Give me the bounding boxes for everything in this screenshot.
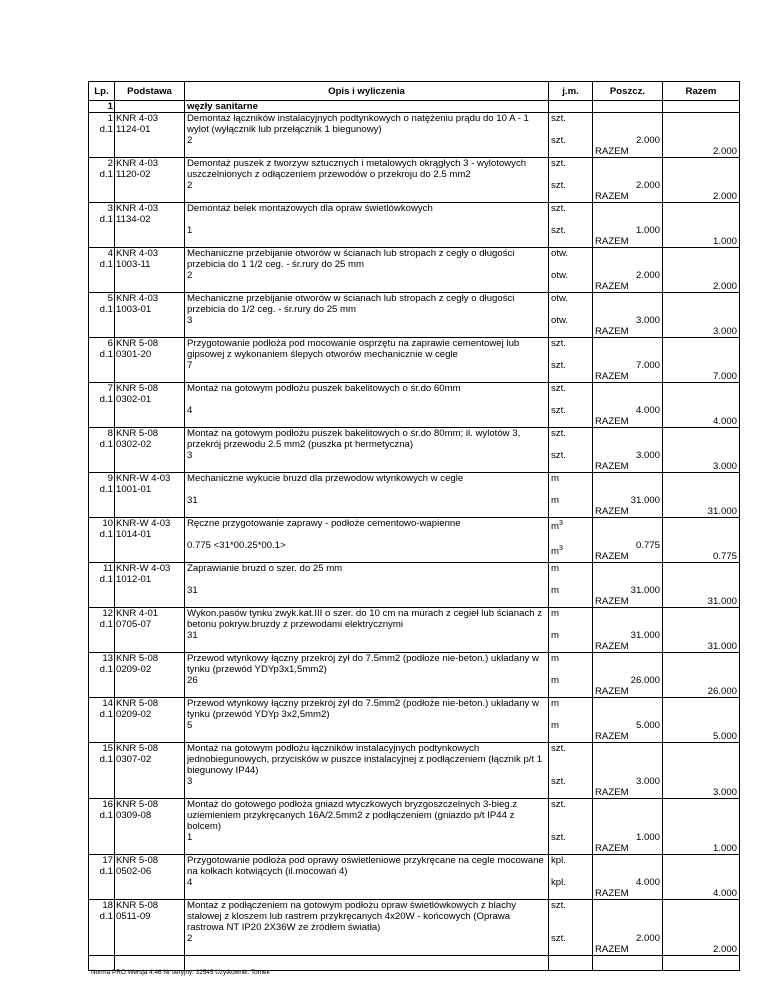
razem-value: 2.000	[712, 281, 737, 292]
position-razem	[663, 338, 740, 383]
calculation-text: 4	[187, 405, 193, 416]
section-base	[115, 101, 185, 113]
position-unit	[549, 608, 593, 653]
unit-calc: m	[551, 585, 559, 596]
position-razem	[663, 743, 740, 799]
unit-header: szt.	[551, 743, 566, 754]
position-poszcz	[593, 248, 663, 293]
unit-calc: otw.	[551, 315, 569, 326]
unit-calc: m	[551, 675, 559, 686]
section-title: węzły sanitarne	[185, 101, 549, 113]
position-razem	[663, 428, 740, 473]
position-lp: 7 d.1	[89, 383, 115, 428]
position-row	[89, 113, 740, 158]
position-basis: KNR 4-01 0705-07	[115, 608, 185, 653]
razem-label: RAZEM	[595, 506, 629, 517]
position-razem	[663, 698, 740, 743]
unit-calc: szt.	[551, 135, 566, 146]
description-text: Mechaniczne przebijanie otworów w ścianach lub stropach z cegły o długości przebicia do 1/2 ceg. - śr.rury do 25 mm	[187, 293, 515, 315]
position-row	[89, 338, 740, 383]
position-row	[89, 158, 740, 203]
position-poszcz	[593, 158, 663, 203]
cost-estimate-table-wrapper	[88, 81, 739, 971]
position-razem	[663, 473, 740, 518]
description-text: Wykon.pasów tynku zwyk.kat.III o szer. do 10 cm na murach z cegieł lub ścianach z betonu pokryw.bruzdy z przewodami elektrycznymi	[187, 608, 543, 630]
calculation-text: 1	[187, 832, 193, 843]
unit-calc: szt.	[551, 933, 566, 944]
unit-header: otw.	[551, 293, 569, 304]
description-text: Montaż z podłączeniem na gotowym podłożu opraw świetlówkowych z blachy stalowej z kloszem lub rastrem przykręcanych 4x20W - końcowych (Oprawa rastrowa NT IP20 2X36W ze źródłem światła)	[187, 900, 517, 933]
description-text: Montaż na gotowym podłożu łączników instalacyjnych podtynkowych jednobiegunowych, przycisków w puszce instalacyjnej z podłączeniem (łącznik p/t 1 biegunowy IP44)	[187, 743, 543, 776]
position-unit	[549, 248, 593, 293]
description-text: Mechaniczne przebijanie otworów w ścianach lub stropach z cegły o długości przebicia do 1 1/2 ceg. - śr.rury do 25 mm	[187, 248, 515, 270]
position-lp: 15 d.1	[89, 743, 115, 799]
razem-value: 31.000	[707, 506, 737, 517]
description-text: Montaż na gotowym podłożu puszek bakelitowych o śr.do 80mm; il. wylotów 3, przekrój przewodu 2.5 mm2 (puszka pt hermetyczna)	[187, 428, 521, 450]
poszcz-value: 3.000	[635, 776, 660, 787]
position-poszcz	[593, 428, 663, 473]
calculation-text: 3	[187, 315, 193, 326]
poszcz-value: 0.775	[635, 540, 660, 551]
header-podstawa: Podstawa	[115, 82, 185, 101]
razem-label: RAZEM	[595, 281, 629, 292]
razem-value: 1.000	[712, 236, 737, 247]
position-description	[185, 799, 549, 855]
razem-value: 4.000	[712, 888, 737, 899]
unit-header: m	[551, 473, 559, 484]
unit-calc: m	[551, 495, 559, 506]
calculation-text: 2	[187, 135, 193, 146]
razem-value: 31.000	[707, 641, 737, 652]
footer-note: Norma PRO Wersja 4.46 Nr seryjny: 32545 Użytkownik: Tomek	[91, 969, 270, 976]
position-row	[89, 203, 740, 248]
position-row	[89, 855, 740, 900]
position-lp: 12 d.1	[89, 608, 115, 653]
razem-label: RAZEM	[595, 461, 629, 472]
position-row	[89, 428, 740, 473]
position-basis: KNR-W 4-03 1014-01	[115, 518, 185, 563]
calculation-text: 31	[187, 585, 198, 596]
unit-calc: m	[551, 630, 559, 641]
calculation-text: 2	[187, 180, 193, 191]
position-poszcz	[593, 698, 663, 743]
razem-label: RAZEM	[595, 944, 629, 955]
unit-header: szt.	[551, 158, 566, 169]
position-poszcz	[593, 383, 663, 428]
razem-value: 2.000	[712, 944, 737, 955]
calculation-text: 5	[187, 720, 193, 731]
razem-value: 2.000	[712, 191, 737, 202]
position-poszcz	[593, 338, 663, 383]
position-description	[185, 563, 549, 608]
position-row	[89, 293, 740, 338]
razem-value: 31.000	[707, 596, 737, 607]
poszcz-value: 4.000	[635, 405, 660, 416]
position-basis: KNR 5-08 0511-09	[115, 900, 185, 956]
position-description	[185, 743, 549, 799]
position-unit	[549, 113, 593, 158]
header-opis: Opis i wyliczenia	[185, 82, 549, 101]
position-poszcz	[593, 563, 663, 608]
position-razem	[663, 518, 740, 563]
position-lp: 4 d.1	[89, 248, 115, 293]
position-row	[89, 518, 740, 563]
header-poszcz: Poszcz.	[593, 82, 663, 101]
position-description	[185, 698, 549, 743]
position-row	[89, 653, 740, 698]
unit-calc: szt.	[551, 405, 566, 416]
position-poszcz	[593, 855, 663, 900]
unit-header: szt.	[551, 900, 566, 911]
position-poszcz	[593, 473, 663, 518]
section-lp: 1	[89, 101, 115, 113]
unit-header: szt.	[551, 203, 566, 214]
position-unit	[549, 293, 593, 338]
unit-calc: szt.	[551, 225, 566, 236]
position-unit	[549, 338, 593, 383]
razem-value: 0.775	[712, 551, 737, 562]
poszcz-value: 31.000	[630, 585, 660, 596]
position-row	[89, 743, 740, 799]
calculation-text: 31	[187, 495, 198, 506]
calculation-text: 3	[187, 776, 193, 787]
calculation-text: 1	[187, 225, 193, 236]
unit-calc: szt.	[551, 776, 566, 787]
cost-estimate-table	[88, 81, 740, 971]
unit-header: m	[551, 608, 559, 619]
position-lp: 1 d.1	[89, 113, 115, 158]
position-row	[89, 608, 740, 653]
position-razem	[663, 855, 740, 900]
description-text: Przewod wtynkowy łączny przekrój żył do 7.5mm2 (podłoże nie-beton.) układany w tynku (przewód YDYp 3x2,5mm2)	[187, 698, 539, 720]
position-description	[185, 293, 549, 338]
position-poszcz	[593, 799, 663, 855]
position-razem	[663, 293, 740, 338]
position-poszcz	[593, 203, 663, 248]
razem-label: RAZEM	[595, 787, 629, 798]
position-row	[89, 473, 740, 518]
position-unit	[549, 799, 593, 855]
position-lp: 17 d.1	[89, 855, 115, 900]
position-unit	[549, 900, 593, 956]
position-basis: KNR-W 4-03 1012-01	[115, 563, 185, 608]
position-basis: KNR 4-03 1124-01	[115, 113, 185, 158]
calculation-text: 4	[187, 877, 193, 888]
razem-value: 5.000	[712, 731, 737, 742]
razem-value: 26.000	[707, 686, 737, 697]
position-lp: 8 d.1	[89, 428, 115, 473]
calculation-text: 31	[187, 630, 198, 641]
poszcz-value: 31.000	[630, 495, 660, 506]
unit-calc: szt.	[551, 180, 566, 191]
position-lp: 9 d.1	[89, 473, 115, 518]
position-description	[185, 855, 549, 900]
position-razem	[663, 900, 740, 956]
description-text: Montaż do gotowego podłoża gniazd wtyczkowych bryzgoszczelnych 3-bieg.z uziemieniem przykręcanych 16A/2.5mm2 z podłączeniem (gniazdo p/t IP44 z bolcem)	[187, 799, 518, 832]
position-row	[89, 799, 740, 855]
poszcz-value: 3.000	[635, 450, 660, 461]
position-description	[185, 473, 549, 518]
position-unit	[549, 383, 593, 428]
position-lp: 10 d.1	[89, 518, 115, 563]
unit-header: kpl.	[551, 855, 566, 866]
razem-label: RAZEM	[595, 416, 629, 427]
position-row	[89, 698, 740, 743]
position-unit	[549, 428, 593, 473]
razem-label: RAZEM	[595, 146, 629, 157]
position-lp: 14 d.1	[89, 698, 115, 743]
position-lp: 5 d.1	[89, 293, 115, 338]
razem-label: RAZEM	[595, 888, 629, 899]
position-unit	[549, 743, 593, 799]
position-description	[185, 338, 549, 383]
description-text: Ręczne przygotowanie zaprawy - podłoże cementowo-wapienne	[187, 518, 461, 529]
position-description	[185, 428, 549, 473]
razem-label: RAZEM	[595, 191, 629, 202]
position-description	[185, 653, 549, 698]
position-lp: 13 d.1	[89, 653, 115, 698]
position-basis: KNR 5-08 0302-01	[115, 383, 185, 428]
position-razem	[663, 158, 740, 203]
position-unit	[549, 473, 593, 518]
unit-header: szt.	[551, 799, 566, 810]
unit-calc: szt.	[551, 832, 566, 843]
razem-label: RAZEM	[595, 843, 629, 854]
position-description	[185, 518, 549, 563]
position-razem	[663, 563, 740, 608]
description-text: Demontaż łączników instalacyjnych podtynkowych o natężeniu prądu do 10 A - 1 wylot (wyłącznik lub przełącznik 1 biegunowy)	[187, 113, 529, 135]
razem-label: RAZEM	[595, 596, 629, 607]
position-unit	[549, 158, 593, 203]
razem-label: RAZEM	[595, 641, 629, 652]
header-razem: Razem	[663, 82, 740, 101]
calculation-text: 26	[187, 675, 198, 686]
position-description	[185, 203, 549, 248]
razem-value: 2.000	[712, 146, 737, 157]
unit-calc: szt.	[551, 450, 566, 461]
poszcz-value: 5.000	[635, 720, 660, 731]
position-poszcz	[593, 743, 663, 799]
razem-value: 3.000	[712, 787, 737, 798]
description-text: Montaż na gotowym podłożu puszek bakelitowych o śr.do 60mm	[187, 383, 461, 394]
razem-label: RAZEM	[595, 686, 629, 697]
position-razem	[663, 113, 740, 158]
position-poszcz	[593, 653, 663, 698]
position-razem	[663, 203, 740, 248]
unit-header: otw.	[551, 248, 569, 259]
position-poszcz	[593, 900, 663, 956]
razem-label: RAZEM	[595, 326, 629, 337]
description-text: Przygotowanie podłoża pod mocowanie osprzętu na zaprawie cementowej lub gipsowej z wykonaniem ślepych otworów mechanicznie w cegle	[187, 338, 520, 360]
position-unit	[549, 203, 593, 248]
unit-calc: szt.	[551, 360, 566, 371]
position-unit	[549, 698, 593, 743]
razem-label: RAZEM	[595, 551, 629, 562]
position-razem	[663, 383, 740, 428]
poszcz-value: 2.000	[635, 270, 660, 281]
razem-label: RAZEM	[595, 236, 629, 247]
position-poszcz	[593, 608, 663, 653]
position-description	[185, 383, 549, 428]
position-row	[89, 900, 740, 956]
razem-label: RAZEM	[595, 371, 629, 382]
unit-header: szt.	[551, 428, 566, 439]
razem-value: 3.000	[712, 461, 737, 472]
header-lp: Lp.	[89, 82, 115, 101]
unit-header: szt.	[551, 383, 566, 394]
razem-value: 7.000	[712, 371, 737, 382]
position-unit	[549, 518, 593, 563]
razem-label: RAZEM	[595, 731, 629, 742]
position-description	[185, 158, 549, 203]
poszcz-value: 4.000	[635, 877, 660, 888]
calculation-text: 2	[187, 270, 193, 281]
calculation-text: 2	[187, 933, 193, 944]
position-row	[89, 383, 740, 428]
unit-header: szt.	[551, 338, 566, 349]
description-text: Demontaż belek montażowych dla opraw świetlówkowych	[187, 203, 433, 214]
position-poszcz	[593, 518, 663, 563]
position-basis: KNR 4-03 1120-02	[115, 158, 185, 203]
unit-header: $m^3$	[551, 520, 563, 533]
unit-calc: $m^3$	[551, 545, 563, 558]
description-text: Przygotowanie podłoża pod oprawy oświetleniowe przykręcane na cegle mocowane na kołkach kotwiących (il.mocowań 4)	[187, 855, 544, 877]
position-unit	[549, 563, 593, 608]
poszcz-value: 3.000	[635, 315, 660, 326]
unit-header: m	[551, 698, 559, 709]
description-text: Zaprawianie bruzd o szer. do 25 mm	[187, 563, 343, 574]
position-basis: KNR 5-08 0209-02	[115, 698, 185, 743]
unit-header: szt.	[551, 113, 566, 124]
unit-calc: kpl.	[551, 877, 566, 888]
section-row	[89, 101, 740, 113]
position-lp: 18 d.1	[89, 900, 115, 956]
unit-calc: m	[551, 720, 559, 731]
position-basis: KNR 5-08 0309-08	[115, 799, 185, 855]
position-basis: KNR 5-08 0301-20	[115, 338, 185, 383]
razem-value: 1.000	[712, 843, 737, 854]
position-basis: KNR-W 4-03 1001-01	[115, 473, 185, 518]
unit-header: m	[551, 653, 559, 664]
calculation-text: 3	[187, 450, 193, 461]
unit-calc: otw.	[551, 270, 569, 281]
position-description	[185, 900, 549, 956]
calculation-text: 7	[187, 360, 193, 371]
poszcz-value: 2.000	[635, 135, 660, 146]
position-razem	[663, 608, 740, 653]
position-basis: KNR 5-08 0302-02	[115, 428, 185, 473]
position-basis: KNR 5-08 0307-02	[115, 743, 185, 799]
position-row	[89, 248, 740, 293]
poszcz-value: 1.000	[635, 832, 660, 843]
poszcz-value: 1.000	[635, 225, 660, 236]
razem-value: 3.000	[712, 326, 737, 337]
position-poszcz	[593, 293, 663, 338]
position-lp: 16 d.1	[89, 799, 115, 855]
position-description	[185, 608, 549, 653]
poszcz-value: 26.000	[630, 675, 660, 686]
position-lp: 6 d.1	[89, 338, 115, 383]
unit-header: m	[551, 563, 559, 574]
calculation-text: 0.775 <31*00.25*00.1>	[187, 540, 286, 551]
poszcz-value: 7.000	[635, 360, 660, 371]
position-basis: KNR 4-03 1134-02	[115, 203, 185, 248]
description-text: Mechaniczne wykucie bruzd dla przewodow wtynkowych w cegle	[187, 473, 464, 484]
poszcz-value: 2.000	[635, 180, 660, 191]
table-header-row	[89, 82, 740, 101]
position-unit	[549, 653, 593, 698]
position-razem	[663, 248, 740, 293]
position-basis: KNR 4-03 1003-01	[115, 293, 185, 338]
position-row	[89, 563, 740, 608]
position-lp: 2 d.1	[89, 158, 115, 203]
poszcz-value: 31.000	[630, 630, 660, 641]
razem-value: 4.000	[712, 416, 737, 427]
position-lp: 11 d.1	[89, 563, 115, 608]
position-poszcz	[593, 113, 663, 158]
description-text: Demontaż puszek z tworzyw sztucznych i metalowych okrągłych 3 - wylotowych uszczelnionych z odłączeniem przewodów o przekroju do 2.5 mm2	[187, 158, 527, 180]
position-razem	[663, 653, 740, 698]
description-text: Przewod wtynkowy łączny przekrój żył do 7.5mm2 (podłoże nie-beton.) układany w tynku (przewód YDYp3x1,5mm2)	[187, 653, 539, 675]
position-basis: KNR 5-08 0209-02	[115, 653, 185, 698]
position-unit	[549, 855, 593, 900]
poszcz-value: 2.000	[635, 933, 660, 944]
position-lp: 3 d.1	[89, 203, 115, 248]
header-jm: j.m.	[549, 82, 593, 101]
position-basis: KNR 5-08 0502-06	[115, 855, 185, 900]
position-description	[185, 113, 549, 158]
position-basis: KNR 4-03 1003-11	[115, 248, 185, 293]
position-razem	[663, 799, 740, 855]
position-description	[185, 248, 549, 293]
